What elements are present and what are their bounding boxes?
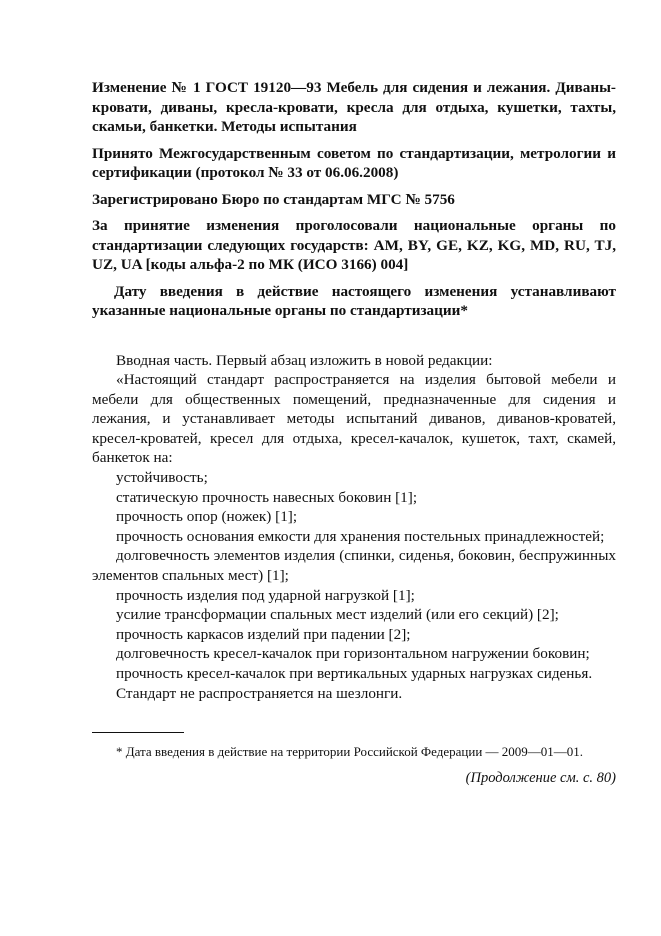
amendment-body (92, 351, 616, 704)
continuation-note: (Продолжение см. с. 80) (465, 770, 616, 787)
voting-note: За принятие изменения проголосовали национальные органы по стандартизации следующих государств: AM, BY, GE, KZ, KG, MD, RU, TJ, UZ, UA [коды альфа-2 по МК (ИСО 3166) 004] (92, 217, 616, 273)
registration-note: Зарегистрировано Бюро по стандартам МГС № 5756 (92, 190, 455, 208)
list-item: долговечность элементов изделия (спинки, сиденья, боковин, беспружинных элементов спальных мест) [1]; (92, 547, 616, 585)
list-item: прочность изделия под ударной нагрузкой [1]; (116, 586, 415, 604)
list-item: прочность каркасов изделий при падении [2]; (116, 625, 411, 643)
list-item: статическую прочность навесных боковин [1]; (116, 488, 418, 506)
amendment-title: Изменение № 1 ГОСТ 19120—93 Мебель для сидения и лежания. Диваны-кровати, диваны, кресла-кровати, кресла для отдыха, кушетки, тахты, скамьи, банкетки. Методы испытания (92, 79, 616, 135)
scope-paragraph: «Настоящий стандарт распространяется на изделия бытовой мебели и мебели для общественных помещений, предназначенные для сидения и лежания, и устанавливает методы испытаний диванов, диванов-кроватей, кресел-кроватей, кресел для отдыха, кресел-качалок, кушеток, тахт, скамей, банкеток на: (92, 371, 616, 467)
footnote: * Дата введения в действие на территории Российской Федерации — 2009—01—01. (116, 744, 584, 760)
document-page (92, 78, 616, 787)
list-item: устойчивость; (116, 469, 208, 487)
list-item: долговечность кресел-качалок при горизонтальном нагружении боковин; (116, 645, 590, 663)
list-item: прочность опор (ножек) [1]; (116, 508, 298, 526)
effective-date-note: Дату введения в действие настоящего изменения устанавливают указанные национальные органы по стандартизации* (92, 282, 616, 319)
intro-paragraph: Вводная часть. Первый абзац изложить в новой редакции: (116, 351, 493, 369)
list-item: прочность кресел-качалок при вертикальных ударных нагрузках сиденья. (116, 665, 593, 682)
exclusion-paragraph: Стандарт не распространяется на шезлонги. (116, 684, 403, 702)
list-item: усилие трансформации спальных мест изделий (или его секций) [2]; (116, 606, 559, 624)
list-item: прочность основания емкости для хранения постельных принадлежностей; (116, 527, 605, 545)
adoption-note: Принято Межгосударственным советом по стандартизации, метрологии и сертификации (протокол № 33 от 06.06.2008) (92, 144, 616, 181)
footnote-divider (92, 732, 184, 733)
